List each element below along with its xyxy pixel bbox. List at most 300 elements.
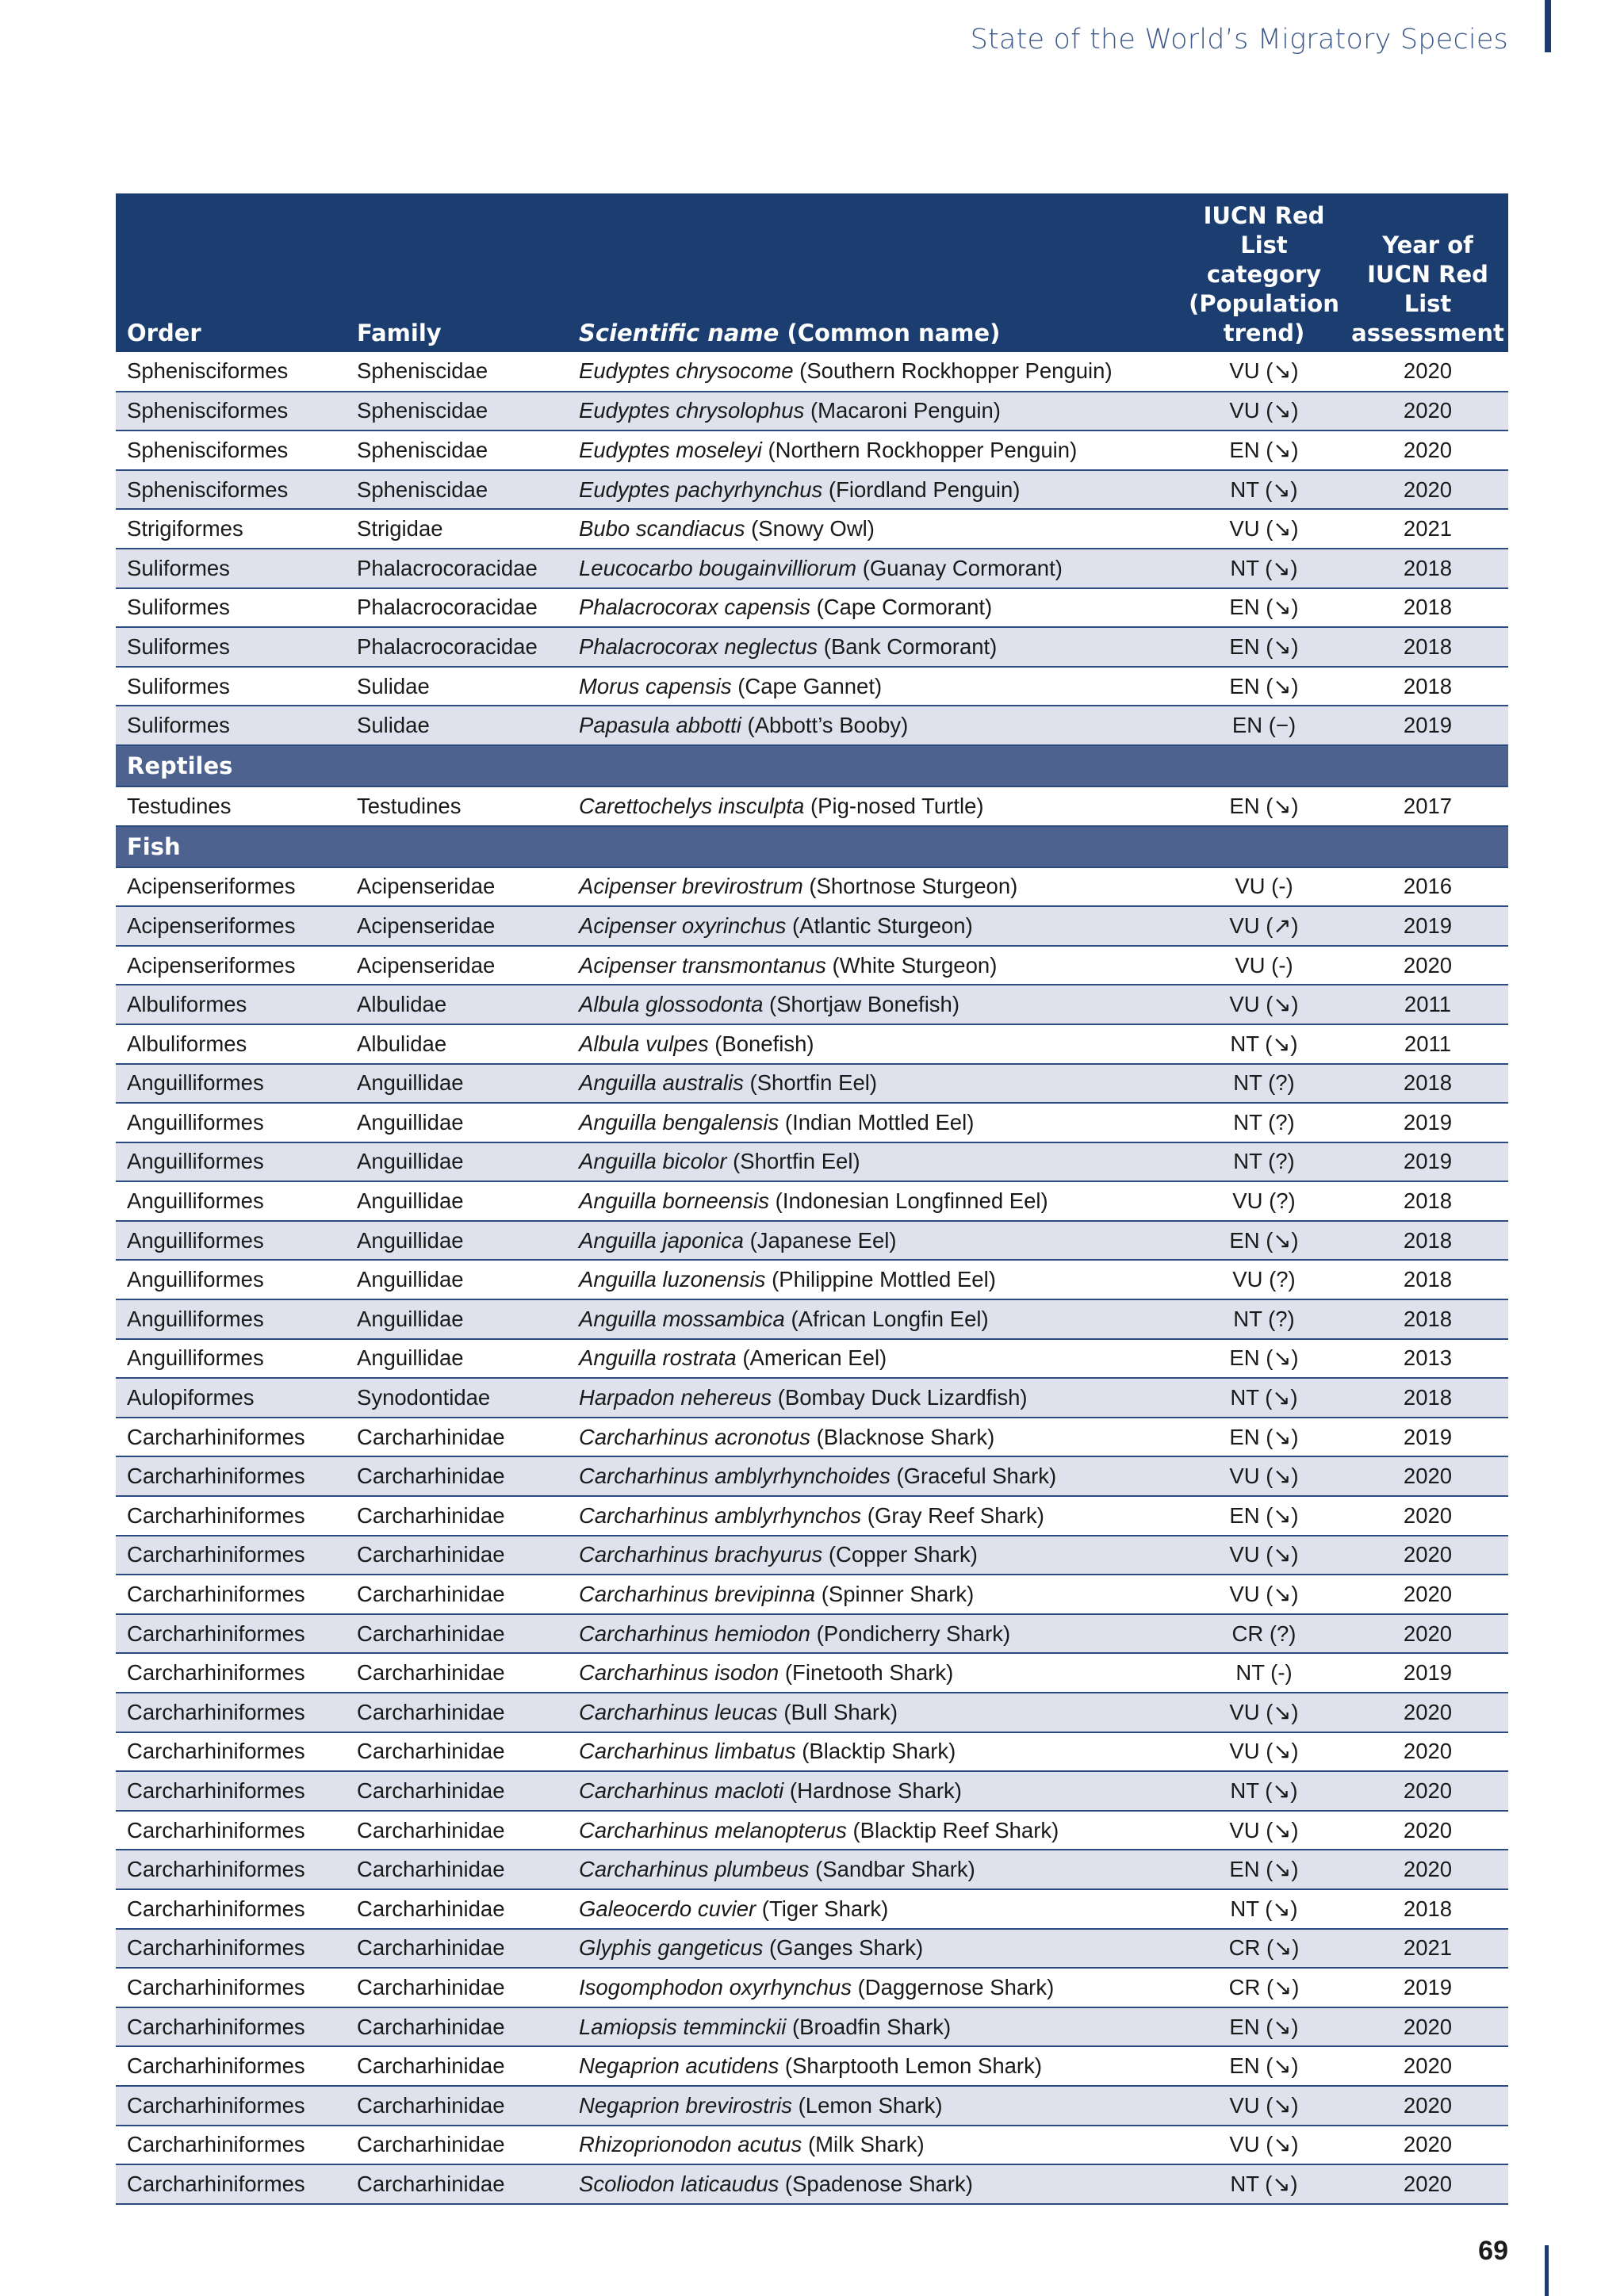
- table-row: [116, 470, 1508, 510]
- scientific-name: Carcharhinus leucas: [579, 1699, 778, 1724]
- cell-assessment-year: 2019: [1347, 1653, 1508, 1693]
- cell-name: [568, 1456, 1181, 1496]
- cell-assessment-year: 2019: [1347, 1418, 1508, 1457]
- cell-assessment-year: 2018: [1347, 1299, 1508, 1339]
- cell-name: [568, 509, 1181, 549]
- cell-order: Carcharhiniformes: [116, 1968, 346, 2007]
- cell-iucn-category: CR (?): [1181, 1614, 1347, 1654]
- cell-iucn-category: VU (-): [1181, 867, 1347, 907]
- cell-name: [568, 1693, 1181, 1732]
- common-name: (Fiordland Penguin): [822, 476, 1021, 502]
- cell-order: Anguilliformes: [116, 1339, 346, 1379]
- table-row: [116, 1614, 1508, 1654]
- table-row: [116, 352, 1508, 392]
- cell-assessment-year: 2018: [1347, 667, 1508, 706]
- cell-assessment-year: 2020: [1347, 946, 1508, 985]
- cell-family: Carcharhinidae: [346, 1614, 568, 1654]
- scientific-name: Albula vulpes: [579, 1031, 709, 1056]
- scientific-name: Carettochelys insculpta: [579, 793, 805, 818]
- scientific-name: Eudyptes pachyrhynchus: [579, 476, 823, 502]
- scientific-name: Bubo scandiacus: [579, 516, 745, 541]
- cell-order: Albuliformes: [116, 985, 346, 1024]
- cell-iucn-category: NT (↘): [1181, 2164, 1347, 2204]
- cell-assessment-year: 2020: [1347, 1771, 1508, 1811]
- table-row: [116, 1496, 1508, 1536]
- table-row: [116, 1968, 1508, 2007]
- cell-name: [568, 1496, 1181, 1536]
- cell-assessment-year: 2020: [1347, 1850, 1508, 1889]
- running-title: State of the World’s Migratory Species: [970, 24, 1508, 55]
- scientific-name: Anguilla rostrata: [579, 1345, 737, 1371]
- cell-family: Carcharhinidae: [346, 1771, 568, 1811]
- cell-family: Phalacrocoracidae: [346, 627, 568, 667]
- cell-name: [568, 1418, 1181, 1457]
- common-name: (Indian Mottled Eel): [779, 1109, 975, 1135]
- scientific-name: Eudyptes chrysocome: [579, 358, 794, 384]
- column-header-name-plain: (Common name): [779, 320, 1001, 346]
- cell-name: [568, 906, 1181, 946]
- scientific-name: Carcharhinus limbatus: [579, 1739, 796, 1764]
- cell-order: Albuliformes: [116, 1024, 346, 1064]
- table-row: [116, 1811, 1508, 1850]
- cell-iucn-category: EN (↘): [1181, 1221, 1347, 1261]
- table-row: [116, 2126, 1508, 2165]
- cell-name: [568, 1260, 1181, 1299]
- cell-name: [568, 430, 1181, 470]
- cell-order: Carcharhiniformes: [116, 1929, 346, 1969]
- table-row: [116, 430, 1508, 470]
- scientific-name: Acipenser transmontanus: [579, 952, 826, 978]
- cell-name: [568, 392, 1181, 431]
- cell-name: [568, 2126, 1181, 2165]
- cell-iucn-category: VU (-): [1181, 946, 1347, 985]
- table-row: [116, 1653, 1508, 1693]
- scientific-name: Acipenser brevirostrum: [579, 874, 803, 899]
- common-name: (Bull Shark): [777, 1699, 898, 1724]
- scientific-name: Negaprion brevirostris: [579, 2092, 792, 2118]
- cell-assessment-year: 2021: [1347, 1929, 1508, 1969]
- column-header-year: Year of IUCN Red List assessment: [1347, 193, 1508, 352]
- cell-iucn-category: NT (↘): [1181, 1378, 1347, 1418]
- cell-order: Testudines: [116, 786, 346, 826]
- cell-iucn-category: NT (↘): [1181, 1024, 1347, 1064]
- cell-family: Anguillidae: [346, 1260, 568, 1299]
- cell-name: [568, 786, 1181, 826]
- cell-name: [568, 1889, 1181, 1929]
- cell-assessment-year: 2018: [1347, 1064, 1508, 1104]
- cell-name: [568, 1103, 1181, 1142]
- cell-order: Anguilliformes: [116, 1299, 346, 1339]
- cell-iucn-category: VU (↘): [1181, 509, 1347, 549]
- cell-order: Suliformes: [116, 667, 346, 706]
- cell-assessment-year: 2018: [1347, 1181, 1508, 1221]
- common-name: (Ganges Shark): [763, 1935, 924, 1961]
- table-row: [116, 906, 1508, 946]
- common-name: (African Longfin Eel): [784, 1306, 989, 1331]
- cell-name: [568, 1339, 1181, 1379]
- column-header-order: Order: [116, 193, 346, 352]
- common-name: (Bank Cormorant): [818, 633, 998, 659]
- cell-order: Acipenseriformes: [116, 946, 346, 985]
- cell-family: Synodontidae: [346, 1378, 568, 1418]
- common-name: (Graceful Shark): [890, 1464, 1057, 1489]
- cell-family: Sulidae: [346, 706, 568, 745]
- scientific-name: Harpadon nehereus: [579, 1385, 772, 1410]
- table-row: [116, 706, 1508, 745]
- cell-assessment-year: 2020: [1347, 1693, 1508, 1732]
- cell-assessment-year: 2020: [1347, 1811, 1508, 1850]
- common-name: (Gray Reef Shark): [861, 1502, 1044, 1528]
- cell-order: Anguilliformes: [116, 1142, 346, 1182]
- cell-assessment-year: 2013: [1347, 1339, 1508, 1379]
- table-row: [116, 1064, 1508, 1104]
- cell-family: Anguillidae: [346, 1181, 568, 1221]
- common-name: (Shortnose Sturgeon): [802, 874, 1018, 899]
- cell-name: [568, 1299, 1181, 1339]
- cell-family: Carcharhinidae: [346, 1456, 568, 1496]
- cell-iucn-category: EN (↘): [1181, 667, 1347, 706]
- scientific-name: Rhizoprionodon acutus: [579, 2132, 802, 2157]
- scientific-name: Glyphis gangeticus: [579, 1935, 764, 1961]
- common-name: (Macaroni Penguin): [804, 398, 1001, 423]
- cell-order: Carcharhiniformes: [116, 1653, 346, 1693]
- cell-order: Carcharhiniformes: [116, 1693, 346, 1732]
- cell-order: Sphenisciformes: [116, 392, 346, 431]
- cell-assessment-year: 2018: [1347, 1221, 1508, 1261]
- common-name: (Snowy Owl): [745, 516, 875, 541]
- scientific-name: Anguilla australis: [579, 1070, 744, 1096]
- cell-order: Suliformes: [116, 549, 346, 588]
- scientific-name: Lamiopsis temminckii: [579, 2014, 787, 2039]
- table-row: [116, 1221, 1508, 1261]
- cell-name: [568, 706, 1181, 745]
- table-row: [116, 1260, 1508, 1299]
- table-row: [116, 1378, 1508, 1418]
- common-name: (Pondicherry Shark): [810, 1621, 1011, 1646]
- cell-family: Acipenseridae: [346, 867, 568, 907]
- cell-iucn-category: VU (?): [1181, 1181, 1347, 1221]
- cell-order: Carcharhiniformes: [116, 2164, 346, 2204]
- scientific-name: Anguilla luzonensis: [579, 1267, 766, 1292]
- cell-iucn-category: VU (↘): [1181, 1575, 1347, 1614]
- common-name: (Abbott’s Booby): [741, 713, 909, 738]
- cell-assessment-year: 2011: [1347, 1024, 1508, 1064]
- cell-assessment-year: 2020: [1347, 1456, 1508, 1496]
- cell-name: [568, 1024, 1181, 1064]
- table-body: [116, 352, 1508, 2204]
- cell-order: Carcharhiniformes: [116, 2126, 346, 2165]
- scientific-name: Isogomphodon oxyrhynchus: [579, 1974, 852, 1999]
- cell-order: Carcharhiniformes: [116, 1496, 346, 1536]
- cell-order: Suliformes: [116, 706, 346, 745]
- cell-order: Carcharhiniformes: [116, 1771, 346, 1811]
- cell-iucn-category: EN (↘): [1181, 588, 1347, 628]
- cell-assessment-year: 2019: [1347, 1103, 1508, 1142]
- cell-family: Anguillidae: [346, 1299, 568, 1339]
- cell-iucn-category: NT (-): [1181, 1653, 1347, 1693]
- scientific-name: Negaprion acutidens: [579, 2053, 779, 2079]
- cell-order: Carcharhiniformes: [116, 1850, 346, 1889]
- common-name: (American Eel): [736, 1345, 887, 1371]
- common-name: (Spadenose Shark): [779, 2171, 973, 2196]
- scientific-name: Carcharhinus amblyrhynchos: [579, 1502, 862, 1528]
- cell-name: [568, 627, 1181, 667]
- common-name: (Broadfin Shark): [786, 2014, 952, 2039]
- cell-family: Carcharhinidae: [346, 1693, 568, 1732]
- cell-name: [568, 985, 1181, 1024]
- common-name: (Indonesian Longfinned Eel): [769, 1188, 1048, 1214]
- scientific-name: Carcharhinus plumbeus: [579, 1857, 810, 1882]
- cell-family: Carcharhinidae: [346, 1889, 568, 1929]
- scientific-name: Carcharhinus hemiodon: [579, 1621, 810, 1646]
- cell-iucn-category: VU (↘): [1181, 392, 1347, 431]
- cell-name: [568, 352, 1181, 392]
- cell-iucn-category: NT (?): [1181, 1142, 1347, 1182]
- table-row: [116, 1181, 1508, 1221]
- cell-family: Anguillidae: [346, 1064, 568, 1104]
- cell-family: Carcharhinidae: [346, 1732, 568, 1772]
- table-row: [116, 549, 1508, 588]
- cell-family: Carcharhinidae: [346, 2007, 568, 2047]
- scientific-name: Anguilla borneensis: [579, 1188, 770, 1214]
- cell-iucn-category: NT (↘): [1181, 1771, 1347, 1811]
- column-header-family: Family: [346, 193, 568, 352]
- cell-family: Carcharhinidae: [346, 1418, 568, 1457]
- cell-family: Anguillidae: [346, 1339, 568, 1379]
- common-name: (Japanese Eel): [743, 1227, 897, 1253]
- cell-assessment-year: 2020: [1347, 470, 1508, 510]
- cell-iucn-category: NT (↘): [1181, 1889, 1347, 1929]
- cell-assessment-year: 2020: [1347, 2126, 1508, 2165]
- cell-family: Carcharhinidae: [346, 2046, 568, 2086]
- cell-order: Carcharhiniformes: [116, 1811, 346, 1850]
- cell-name: [568, 1732, 1181, 1772]
- cell-name: [568, 1378, 1181, 1418]
- cell-family: Albulidae: [346, 985, 568, 1024]
- scientific-name: Albula glossodonta: [579, 992, 764, 1017]
- cell-name: [568, 1536, 1181, 1575]
- table-row: [116, 627, 1508, 667]
- table-row: [116, 1536, 1508, 1575]
- cell-family: Spheniscidae: [346, 430, 568, 470]
- scientific-name: Carcharhinus macloti: [579, 1777, 784, 1803]
- table-row: [116, 1732, 1508, 1772]
- common-name: (Blacknose Shark): [810, 1424, 995, 1449]
- cell-family: Carcharhinidae: [346, 2086, 568, 2126]
- table-row: [116, 2086, 1508, 2126]
- cell-family: Acipenseridae: [346, 946, 568, 985]
- cell-family: Carcharhinidae: [346, 1929, 568, 1969]
- common-name: (Blacktip Reef Shark): [846, 1817, 1059, 1843]
- cell-family: Carcharhinidae: [346, 1536, 568, 1575]
- section-header-row: [116, 745, 1508, 786]
- cell-order: Carcharhiniformes: [116, 1536, 346, 1575]
- cell-name: [568, 1850, 1181, 1889]
- cell-name: [568, 549, 1181, 588]
- cell-iucn-category: VU (↘): [1181, 1536, 1347, 1575]
- cell-family: Carcharhinidae: [346, 1968, 568, 2007]
- cell-name: [568, 2164, 1181, 2204]
- cell-family: Albulidae: [346, 1024, 568, 1064]
- cell-order: Sphenisciformes: [116, 430, 346, 470]
- table-row: [116, 1693, 1508, 1732]
- cell-family: Acipenseridae: [346, 906, 568, 946]
- cell-name: [568, 1575, 1181, 1614]
- column-header-name: [568, 193, 1181, 352]
- cell-family: Carcharhinidae: [346, 1496, 568, 1536]
- cell-family: Carcharhinidae: [346, 1653, 568, 1693]
- cell-iucn-category: NT (↘): [1181, 549, 1347, 588]
- common-name: (Cape Cormorant): [810, 595, 993, 620]
- common-name: (Sandbar Shark): [809, 1857, 975, 1882]
- cell-name: [568, 946, 1181, 985]
- common-name: (Blacktip Shark): [795, 1739, 956, 1764]
- cell-iucn-category: EN (↘): [1181, 2046, 1347, 2086]
- cell-assessment-year: 2020: [1347, 1536, 1508, 1575]
- cell-iucn-category: VU (↘): [1181, 1732, 1347, 1772]
- scientific-name: Phalacrocorax neglectus: [579, 633, 818, 659]
- common-name: (Finetooth Shark): [779, 1660, 954, 1686]
- cell-iucn-category: NT (?): [1181, 1064, 1347, 1104]
- cell-family: Carcharhinidae: [346, 1575, 568, 1614]
- table-row: [116, 2046, 1508, 2086]
- cell-order: Carcharhiniformes: [116, 1418, 346, 1457]
- cell-assessment-year: 2018: [1347, 1378, 1508, 1418]
- common-name: (Bonefish): [708, 1031, 814, 1056]
- species-table: [116, 193, 1508, 2205]
- cell-iucn-category: VU (↘): [1181, 2086, 1347, 2126]
- table-row: [116, 867, 1508, 907]
- cell-name: [568, 2086, 1181, 2126]
- cell-order: Anguilliformes: [116, 1260, 346, 1299]
- common-name: (Lemon Shark): [792, 2092, 943, 2118]
- page-number: 69: [1478, 2236, 1508, 2266]
- cell-assessment-year: 2020: [1347, 1732, 1508, 1772]
- scientific-name: Carcharhinus isodon: [579, 1660, 779, 1686]
- cell-assessment-year: 2019: [1347, 706, 1508, 745]
- table-row: [116, 509, 1508, 549]
- cell-order: Carcharhiniformes: [116, 1456, 346, 1496]
- common-name: (Guanay Cormorant): [856, 555, 1063, 580]
- cell-name: [568, 1968, 1181, 2007]
- table-row: [116, 1142, 1508, 1182]
- scientific-name: Scoliodon laticaudus: [579, 2171, 779, 2196]
- cell-iucn-category: EN (↘): [1181, 2007, 1347, 2047]
- section-title: Fish: [116, 826, 1508, 867]
- scientific-name: Papasula abbotti: [579, 713, 741, 738]
- cell-assessment-year: 2020: [1347, 430, 1508, 470]
- cell-assessment-year: 2018: [1347, 549, 1508, 588]
- cell-order: Anguilliformes: [116, 1103, 346, 1142]
- cell-iucn-category: EN (↘): [1181, 627, 1347, 667]
- scientific-name: Anguilla japonica: [579, 1227, 744, 1253]
- cell-order: Sphenisciformes: [116, 352, 346, 392]
- cell-name: [568, 1614, 1181, 1654]
- cell-iucn-category: VU (↗): [1181, 906, 1347, 946]
- table-row: [116, 1103, 1508, 1142]
- cell-assessment-year: 2020: [1347, 2046, 1508, 2086]
- cell-family: Strigidae: [346, 509, 568, 549]
- scientific-name: Morus capensis: [579, 673, 732, 698]
- table-row: [116, 588, 1508, 628]
- common-name: (Copper Shark): [822, 1542, 978, 1567]
- cell-name: [568, 1221, 1181, 1261]
- cell-order: Carcharhiniformes: [116, 1575, 346, 1614]
- cell-order: Suliformes: [116, 588, 346, 628]
- cell-family: Carcharhinidae: [346, 1811, 568, 1850]
- table-row: [116, 667, 1508, 706]
- cell-order: Carcharhiniformes: [116, 1732, 346, 1772]
- table-header-row: [116, 193, 1508, 352]
- cell-name: [568, 1771, 1181, 1811]
- common-name: (Atlantic Sturgeon): [786, 913, 973, 938]
- common-name: (Milk Shark): [802, 2132, 925, 2157]
- cell-iucn-category: VU (↘): [1181, 1456, 1347, 1496]
- cell-family: Sulidae: [346, 667, 568, 706]
- cell-order: Anguilliformes: [116, 1221, 346, 1261]
- cell-family: Testudines: [346, 786, 568, 826]
- scientific-name: Phalacrocorax capensis: [579, 595, 810, 620]
- cell-name: [568, 2046, 1181, 2086]
- cell-family: Carcharhinidae: [346, 2164, 568, 2204]
- cell-name: [568, 867, 1181, 907]
- common-name: (Daggernose Shark): [851, 1974, 1055, 1999]
- cell-order: Acipenseriformes: [116, 906, 346, 946]
- header-accent-bar: [1545, 0, 1551, 52]
- common-name: (Southern Rockhopper Penguin): [793, 358, 1113, 384]
- cell-iucn-category: EN (↘): [1181, 786, 1347, 826]
- cell-assessment-year: 2018: [1347, 1260, 1508, 1299]
- cell-family: Phalacrocoracidae: [346, 549, 568, 588]
- column-header-name-italic: Scientific name: [579, 320, 779, 346]
- cell-assessment-year: 2018: [1347, 627, 1508, 667]
- cell-order: Sphenisciformes: [116, 470, 346, 510]
- cell-iucn-category: VU (↘): [1181, 352, 1347, 392]
- cell-name: [568, 1929, 1181, 1969]
- cell-iucn-category: NT (↘): [1181, 470, 1347, 510]
- cell-iucn-category: EN (↘): [1181, 430, 1347, 470]
- scientific-name: Leucocarbo bougainvilliorum: [579, 555, 857, 580]
- cell-assessment-year: 2018: [1347, 1889, 1508, 1929]
- cell-iucn-category: EN (↘): [1181, 1339, 1347, 1379]
- cell-family: Spheniscidae: [346, 392, 568, 431]
- footer-accent-bar: [1545, 2245, 1549, 2296]
- common-name: (Spinner Shark): [815, 1582, 975, 1607]
- cell-assessment-year: 2020: [1347, 2007, 1508, 2047]
- scientific-name: Eudyptes chrysolophus: [579, 398, 805, 423]
- table-row: [116, 2164, 1508, 2204]
- cell-iucn-category: NT (?): [1181, 1103, 1347, 1142]
- table-row: [116, 985, 1508, 1024]
- table-row: [116, 392, 1508, 431]
- cell-iucn-category: VU (↘): [1181, 985, 1347, 1024]
- scientific-name: Carcharhinus amblyrhynchoides: [579, 1464, 891, 1489]
- scientific-name: Carcharhinus melanopterus: [579, 1817, 847, 1843]
- cell-order: Carcharhiniformes: [116, 2046, 346, 2086]
- cell-family: Anguillidae: [346, 1221, 568, 1261]
- common-name: (Cape Gannet): [731, 673, 883, 698]
- table-row: [116, 1771, 1508, 1811]
- cell-assessment-year: 2019: [1347, 1968, 1508, 2007]
- cell-order: Aulopiformes: [116, 1378, 346, 1418]
- section-header-row: [116, 826, 1508, 867]
- cell-order: Carcharhiniformes: [116, 1614, 346, 1654]
- cell-assessment-year: 2020: [1347, 1496, 1508, 1536]
- table-row: [116, 1299, 1508, 1339]
- cell-iucn-category: CR (↘): [1181, 1968, 1347, 2007]
- cell-name: [568, 470, 1181, 510]
- cell-order: Acipenseriformes: [116, 867, 346, 907]
